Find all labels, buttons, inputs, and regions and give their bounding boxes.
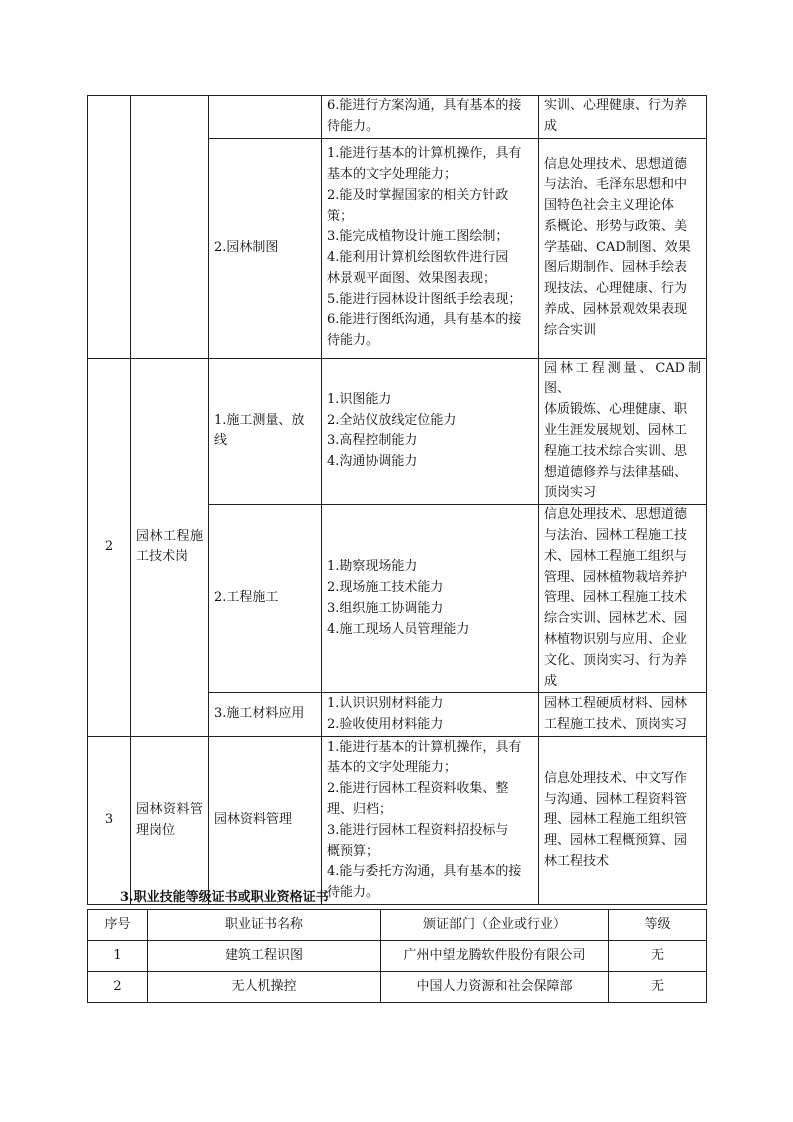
cert-issuer: 广州中望龙腾软件股份有限公司 [381, 941, 609, 972]
cert-name: 无人机操控 [148, 972, 381, 1003]
ability-cell: 1.认识识别材料能力 2.验收使用材料能力 [322, 693, 539, 737]
course-cell: 信息处理技术、思想道德 与法治、园林工程施工技 术、园林工程施工组织与 管理、园林植物栽培养护 管理、园林工程施工技术 综合实训、园林艺术、园 林植物识别与应用、企业 文化、顶岗实习、行为养 成 [539, 505, 707, 693]
table-row [88, 358, 707, 505]
task-cell: 3.施工材料应用 [209, 693, 322, 737]
ability-cell: 6.能进行方案沟通，具有基本的接 待能力。 [322, 96, 539, 139]
post-name-cell: 园林资料管理岗位 [131, 737, 209, 905]
post-name-cell: 园林工程施工技术岗 [131, 358, 209, 737]
header-level: 等级 [609, 910, 707, 941]
post-number-cell: 3 [88, 737, 131, 905]
ability-cell: 1.勘察现场能力 2.现场施工技术能力 3.组织施工协调能力 4.施工现场人员管理能力 [322, 505, 539, 693]
table-header-row [88, 910, 707, 941]
table-row [88, 96, 707, 139]
task-cell: 园林资料管理 [209, 737, 322, 905]
task-cell: 2.工程施工 [209, 505, 322, 693]
task-cell: 1.施工测量、放线 [209, 358, 322, 505]
cert-issuer: 中国人力资源和社会保障部 [381, 972, 609, 1003]
cert-level: 无 [609, 941, 707, 972]
ability-cell: 1.能进行基本的计算机操作，具有 基本的文字处理能力； 2.能进行园林工程资料收集、整 理、归档； 3.能进行园林工程资料招投标与 概预算； 4.能与委托方沟通，具有基本的接 待能力。 [322, 737, 539, 905]
cert-level: 无 [609, 972, 707, 1003]
post-number-cell: 2 [88, 358, 131, 737]
course-cell: 园林工程硬质材料、园林 工程施工技术、顶岗实习 [539, 693, 707, 737]
table-row [88, 972, 707, 1003]
course-cell: 园林工程测量、CAD制图、 体质锻炼、心理健康、职 业生涯发展规划、园林工 程施工技术综合实训、思 想道德修养与法律基础、 顶岗实习 [539, 358, 707, 505]
task-cell: 2.园林制图 [209, 138, 322, 358]
certificate-table [87, 909, 707, 1003]
post-name-cell [131, 96, 209, 359]
header-issuer: 颁证部门（企业或行业） [381, 910, 609, 941]
section-heading: 3.职业技能等级证书或职业资格证书 [120, 890, 329, 905]
ability-cell: 1.识图能力 2.全站仪放线定位能力 3.高程控制能力 4.沟通协调能力 [322, 358, 539, 505]
task-cell [209, 96, 322, 139]
ability-cell: 1.能进行基本的计算机操作，具有 基本的文字处理能力； 2.能及时掌握国家的相关方针政 策； 3.能完成植物设计施工图绘制； 4.能利用计算机绘图软件进行园 林景观平面图、效果图表现； 5.能进行园林设计图纸手绘表现； 6.能进行图纸沟通，具有基本的接 待能力。 [322, 138, 539, 358]
cert-number: 1 [88, 941, 148, 972]
course-cell: 实训、心理健康、行为养 成 [539, 96, 707, 139]
training-table [87, 95, 707, 905]
header-number: 序号 [88, 910, 148, 941]
cert-number: 2 [88, 972, 148, 1003]
table-row [88, 941, 707, 972]
post-number-cell [88, 96, 131, 359]
table-row [88, 737, 707, 905]
header-certificate-name: 职业证书名称 [148, 910, 381, 941]
cert-name: 建筑工程识图 [148, 941, 381, 972]
course-cell: 信息处理技术、思想道德 与法治、毛泽东思想和中 国特色社会主义理论体 系概论、形势与政策、美 学基础、CAD制图、效果 图后期制作、园林手绘表 现技法、心理健康、行为 养成、园林景观效果表现 综合实训 [539, 138, 707, 358]
course-cell: 信息处理技术、中文写作 与沟通、园林工程资料管 理、园林工程施工组织管 理、园林工程概预算、园 林工程技术 [539, 737, 707, 905]
